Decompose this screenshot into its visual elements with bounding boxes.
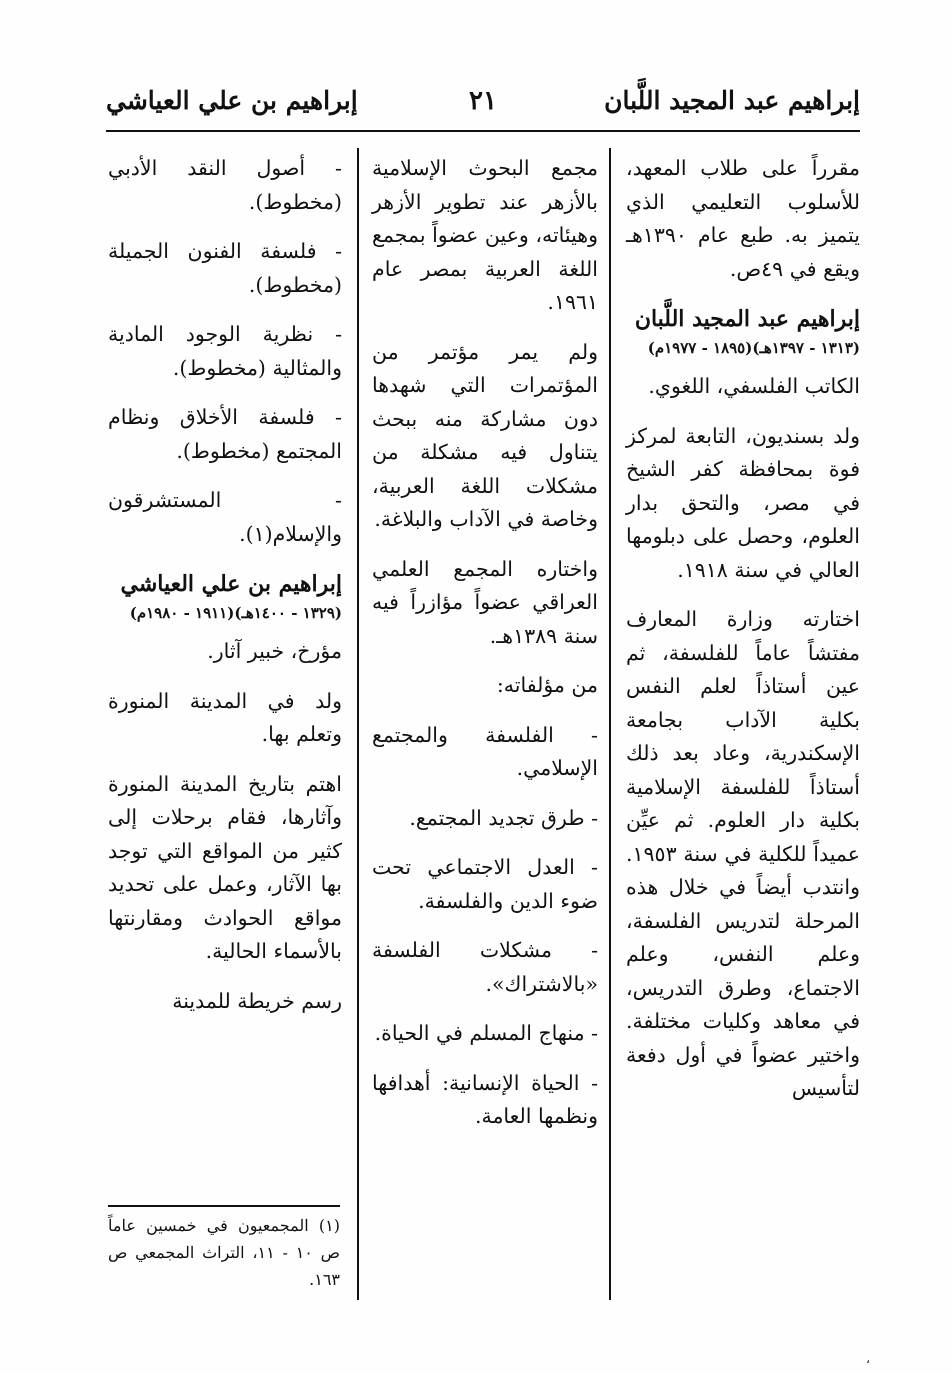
list-item: - مشكلات الفلسفة «بالاشتراك». xyxy=(372,938,598,996)
paragraph: ولد في المدينة المنورة وتعلم بها. xyxy=(108,688,342,746)
paragraph: ولد بسنديون، التابعة لمركز فوة بمحافظة كفر الشيخ في مصر، والتحق بدار العلوم، وحصل على دبلومها العالي في سنة ١٩١٨. xyxy=(626,423,860,582)
paragraph: اختارته وزارة المعارف مفتشاً عاماً للفلسفة، ثم عين أستاذاً لعلم النفس بكلية الآداب بجامعة الإسكندرية، وعاد بعد ذلك أستاذاً للفلسفة الإسلامية بكلية دار العلوم. ثم عيِّن عميداً للكلية في سنة ١٩٥٣. وانتدب أيضاً في خلال هذه المرحلة لتدريس الفلسفة، وعلم النفس، وعلم الاجتماع، وطرق التدريس، في معاهد وكليات مختلفة. واختير عضواً في أول دفعة لتأسيس xyxy=(626,607,860,1100)
paragraph: واختاره المجمع العلمي العراقي عضواً مؤازراً فيه سنة ١٣٨٩هـ. xyxy=(372,556,598,648)
paragraph: رسم خريطة للمدينة xyxy=(172,988,342,1013)
column-right xyxy=(626,152,860,1122)
running-header xyxy=(106,86,860,126)
list-item: - فلسفة الفنون الجميلة (مخطوط). xyxy=(108,239,342,297)
list-item: - نظرية الوجود المادية والمثالية (مخطوط). xyxy=(108,322,342,380)
column-divider-right xyxy=(609,148,611,1300)
page-mark: ، xyxy=(866,1352,870,1366)
list-item: - الفلسفة والمجتمع الإسلامي. xyxy=(372,722,598,780)
paragraph: اهتم بتاريخ المدينة المنورة وآثارها، فقام برحلات إلى كثير من المواقع التي توجد بها الآثار، وعمل على تحديد مواقع الحوادث ومقارنتها بالأسماء الحالية. xyxy=(108,771,342,963)
list-item: - أصول النقد الأدبي (مخطوط). xyxy=(108,156,342,214)
entry-dates: (١٣٢٩ - ١٤٠٠هـ)(١٩١١ - ١٩٨٠م) xyxy=(129,604,342,622)
paragraph: مقرراً على طلاب المعهد، للأسلوب التعليمي الذي يتميز به. طبع عام ١٣٩٠هـ ويقع في ٤٩ص. xyxy=(626,156,860,281)
paragraph: مجمع البحوث الإسلامية بالأزهر عند تطوير الأزهر وهيئاته، وعين عضواً بمجمع اللغة العربية بمصر عام ١٩٦١. xyxy=(372,156,598,314)
list-item: - فلسفة الأخلاق ونظام المجتمع (مخطوط). xyxy=(108,405,342,463)
entry-heading: إبراهيم بن علي العياشي xyxy=(120,571,342,597)
paragraph: مؤرخ، خبير آثار. xyxy=(207,639,342,663)
header-left-title: إبراهيم بن علي العياشي xyxy=(106,86,358,115)
column-divider-left xyxy=(357,148,359,1300)
footnote: (١) المجمعيون في خمسين عاماً ص ١٠ - ١١، التراث المجمعي ص ١٦٣. xyxy=(108,1216,341,1289)
entry-dates: (١٣١٣ - ١٣٩٧هـ)(١٨٩٥ - ١٩٧٧م) xyxy=(647,339,860,357)
works-heading: من مؤلفاته: xyxy=(496,673,598,697)
page-number: ٢١ xyxy=(469,86,497,116)
header-right-title: إبراهيم عبد المجيد اللَّبان xyxy=(604,86,860,115)
column-left xyxy=(108,152,342,1034)
column-middle xyxy=(372,152,598,1150)
entry-heading: إبراهيم عبد المجيد اللَّبان xyxy=(634,306,860,332)
list-item: - منهاج المسلم في الحياة. xyxy=(374,1021,598,1045)
list-item: - العدل الاجتماعي تحت ضوء الدين والفلسفة. xyxy=(372,855,598,913)
paragraph: الكاتب الفلسفي، اللغوي. xyxy=(648,374,860,398)
footnote-rule xyxy=(108,1205,340,1207)
list-item: - الحياة الإنسانية: أهدافها ونظمها العامة. xyxy=(372,1070,598,1128)
paragraph: ولم يمر مؤتمر من المؤتمرات التي شهدها دون مشاركة منه ببحث يتناول فيه مشكلة من مشكلات اللغة العربية، وخاصة في الآداب والبلاغة. xyxy=(372,339,598,531)
header-rule xyxy=(106,130,860,132)
list-item: - المستشرقون والإسلام(١). xyxy=(108,488,342,546)
list-item: - طرق تجديد المجتمع. xyxy=(409,805,598,830)
